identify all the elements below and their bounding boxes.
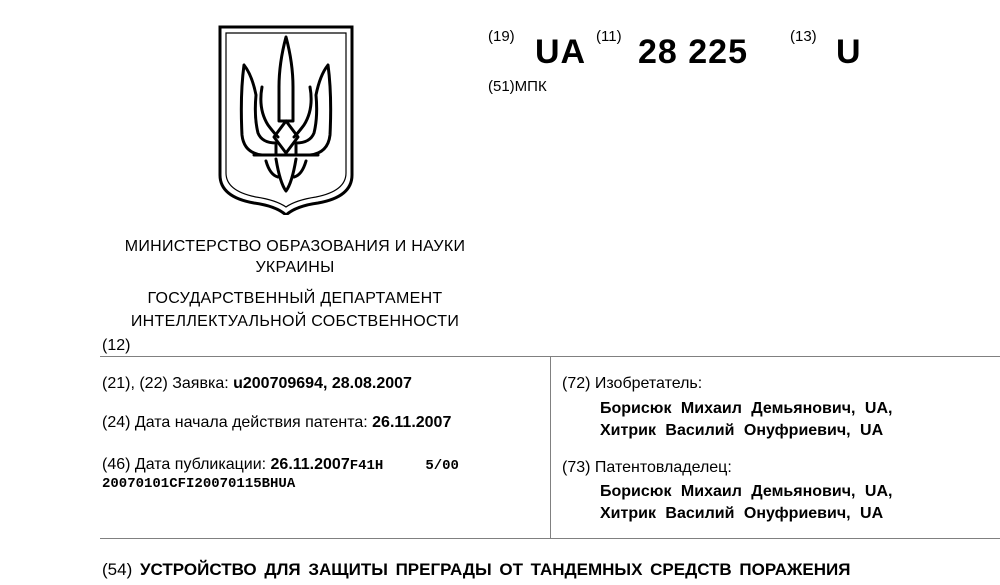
application-value: u200709694, 28.08.2007 xyxy=(233,375,412,392)
publication-date-field xyxy=(102,456,459,474)
classification-line-2: 20070101CFI20070115BHUA xyxy=(102,476,296,492)
inventor-1: Борисюк Михаил Демьянович, UA, xyxy=(600,400,893,417)
inid-code-19: (19) xyxy=(488,28,515,45)
owner-2: Хитрик Василий Онуфриевич, UA xyxy=(600,505,884,522)
department-line-1: ГОСУДАРСТВЕННЫЙ ДЕПАРТАМЕНТ xyxy=(147,290,443,307)
inid-code-12: (12) xyxy=(102,337,131,354)
classification-line-1: F41H 5/00 xyxy=(349,458,459,474)
application-field xyxy=(102,375,412,393)
owner-label: (73) Патентовладелец: xyxy=(562,459,732,476)
inid-code-13: (13) xyxy=(790,28,817,45)
inventor-label: (72) Изобретатель: xyxy=(562,375,703,392)
publication-date-value: 26.11.2007 xyxy=(270,456,350,473)
inventor-2: Хитрик Василий Онуфриевич, UA xyxy=(600,422,884,439)
application-label: (21), (22) Заявка: xyxy=(102,375,234,392)
table-bottom-border xyxy=(100,538,1000,539)
ipc-label: (51)МПК xyxy=(488,78,547,95)
start-date-field xyxy=(102,414,451,432)
table-divider xyxy=(550,356,551,538)
title-code: (54) xyxy=(102,560,140,579)
ministry-line-1: МИНИСТЕРСТВО ОБРАЗОВАНИЯ И НАУКИ xyxy=(124,238,466,255)
owner-1: Борисюк Михаил Демьянович, UA, xyxy=(600,483,893,500)
country-code: UA xyxy=(535,33,587,71)
title-text: УСТРОЙСТВО ДЛЯ ЗАЩИТЫ ПРЕГРАДЫ ОТ ТАНДЕМНЫХ СРЕДСТВ ПОРАЖЕНИЯ xyxy=(139,560,851,579)
start-date-label: (24) Дата начала действия патента: xyxy=(102,414,373,431)
patent-number: 28 225 xyxy=(638,33,748,71)
ministry-line-2: УКРАИНЫ xyxy=(255,259,335,276)
start-date-value: 26.11.2007 xyxy=(372,414,452,431)
document-kind: U xyxy=(836,33,862,71)
department-line-2: ИНТЕЛЛЕКТУАЛЬНОЙ СОБСТВЕННОСТИ xyxy=(130,313,460,330)
invention-title xyxy=(102,560,850,580)
inid-code-11: (11) xyxy=(596,28,622,45)
publication-date-label: (46) Дата публикации: xyxy=(102,456,271,473)
coat-of-arms-emblem xyxy=(218,25,354,215)
